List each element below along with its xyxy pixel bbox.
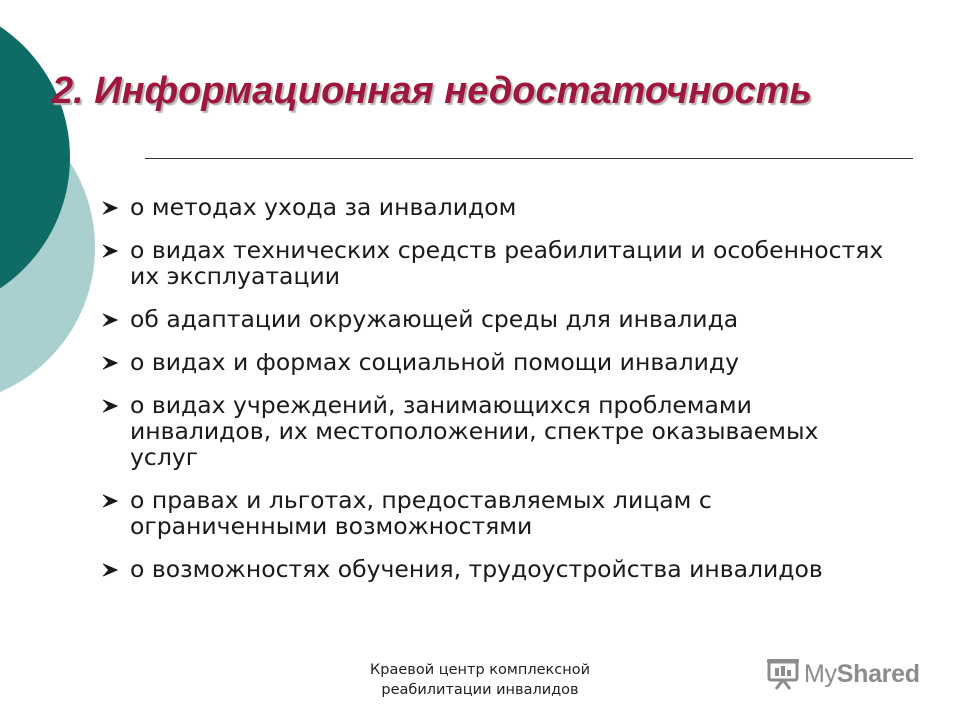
list-item-text: о правах и льготах, предоставляемых лицам с ограниченными возможностями bbox=[130, 486, 712, 540]
list-item-text: о методах ухода за инвалидом bbox=[130, 193, 517, 221]
presentation-board-icon bbox=[766, 658, 800, 690]
slide-footer bbox=[330, 660, 630, 700]
list-item bbox=[100, 237, 890, 289]
arrow-bullet-icon bbox=[102, 562, 118, 578]
arrow-bullet-icon bbox=[102, 493, 118, 509]
footer-line: Краевой центр комплексной bbox=[369, 662, 591, 678]
arrow-bullet-icon bbox=[102, 243, 118, 259]
footer-line: реабилитации инвалидов bbox=[381, 682, 579, 698]
logo-text-bold: Shared bbox=[836, 659, 920, 688]
bullet-list bbox=[100, 194, 890, 599]
list-item bbox=[100, 306, 890, 332]
list-item bbox=[100, 194, 890, 220]
arrow-bullet-icon bbox=[102, 355, 118, 371]
list-item-text: о видах и формах социальной помощи инвалиду bbox=[130, 348, 740, 376]
title-divider bbox=[145, 158, 913, 159]
list-item bbox=[100, 487, 890, 539]
list-item-text: о видах учреждений, занимающихся проблемами инвалидов, их местоположении, спектре оказываемых услуг bbox=[130, 391, 819, 471]
list-item bbox=[100, 349, 890, 375]
list-item-text: о возможностях обучения, трудоустройства инвалидов bbox=[130, 555, 823, 583]
logo-text-regular: My bbox=[804, 659, 837, 688]
list-item-text: о видах технических средств реабилитации и особенностях их эксплуатации bbox=[130, 236, 884, 290]
list-item bbox=[100, 392, 890, 470]
arrow-bullet-icon bbox=[102, 200, 118, 216]
logo-wordmark bbox=[804, 660, 920, 689]
arrow-bullet-icon bbox=[102, 398, 118, 414]
myshared-logo[interactable] bbox=[766, 656, 920, 692]
list-item-text: об адаптации окружающей среды для инвалида bbox=[130, 305, 739, 333]
arrow-bullet-icon bbox=[102, 312, 118, 328]
list-item bbox=[100, 556, 890, 582]
slide-title: 2. Информационная недостаточность bbox=[52, 70, 812, 112]
